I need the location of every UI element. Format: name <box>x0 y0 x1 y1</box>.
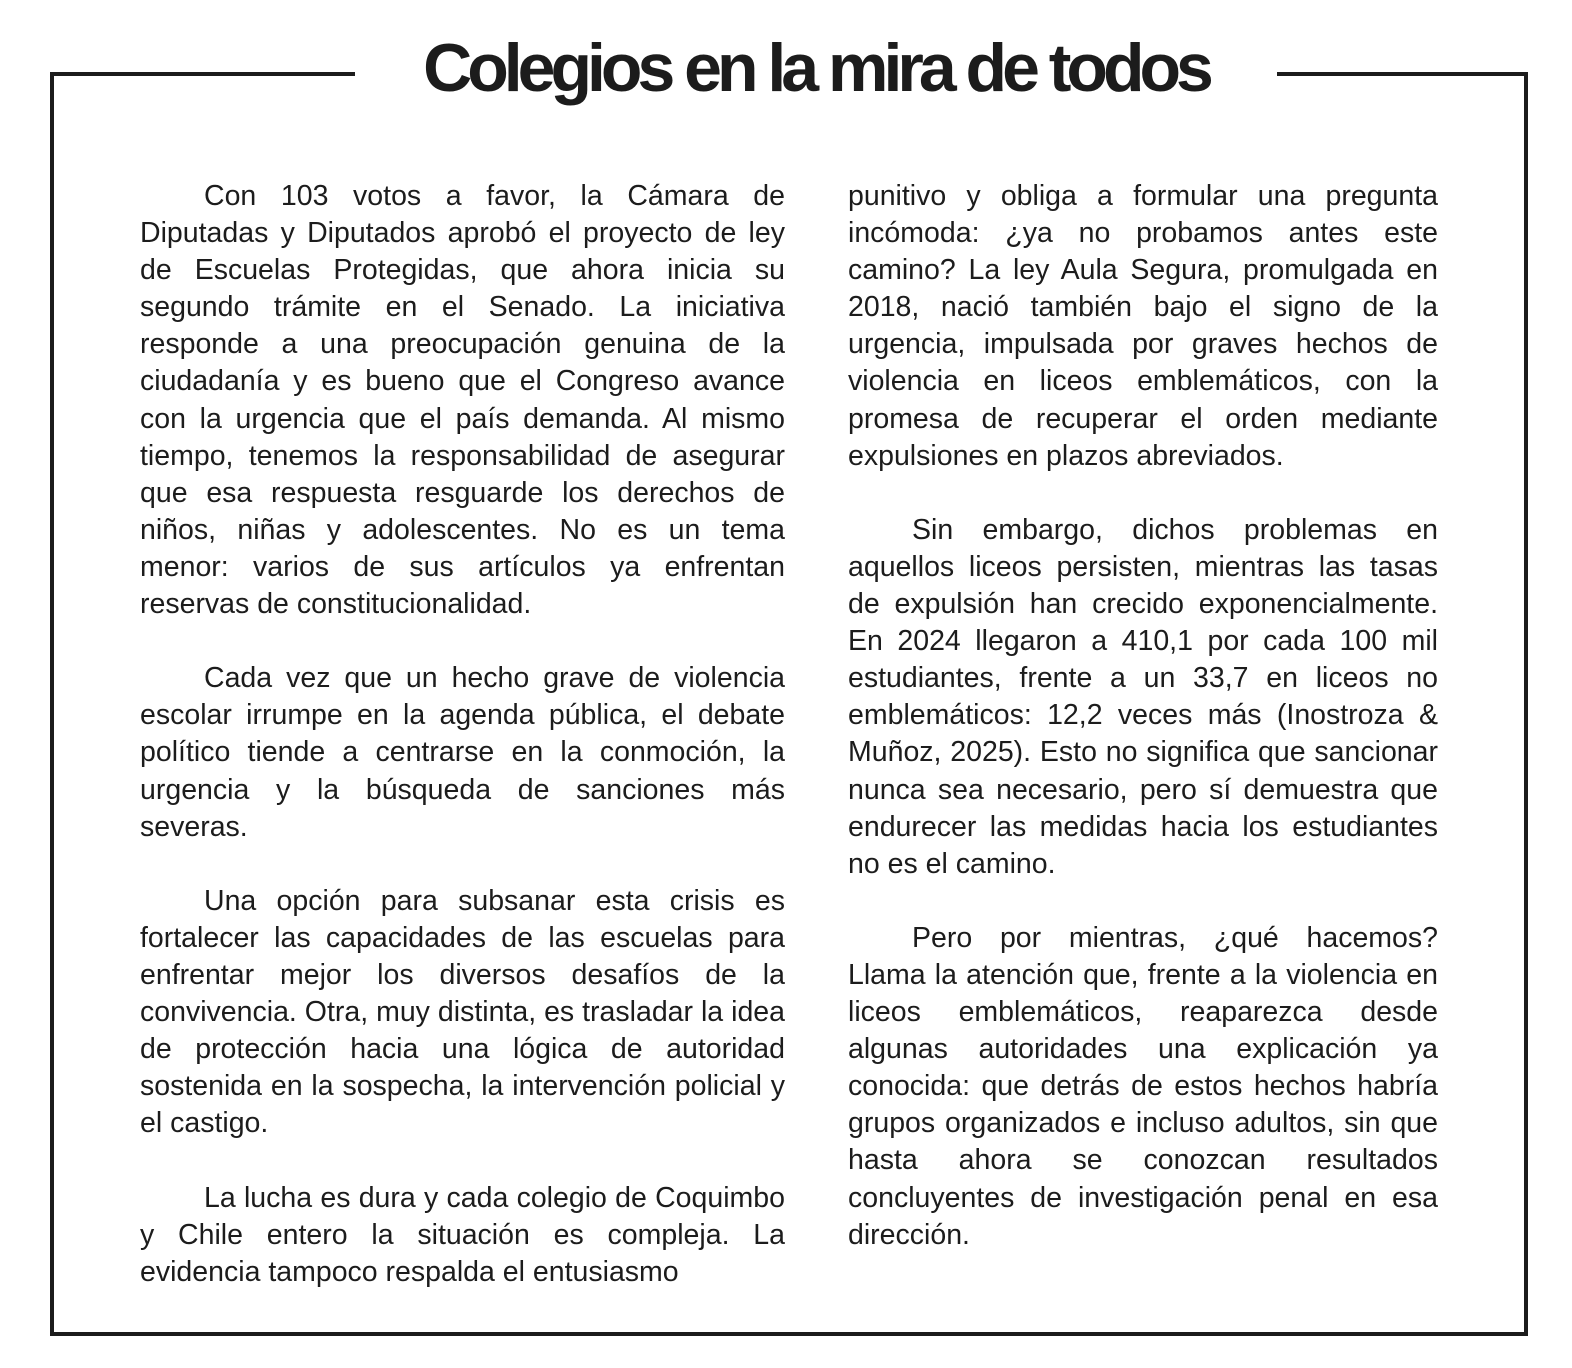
paragraph-1: Con 103 votos a favor, la Cámara de Diputadas y Diputados aprobó el proyecto de ley de Escuelas Protegidas, que ahora inicia su segundo trámite en el Senado. La iniciativa responde a una preocupación genuina de la ciudadanía y es bueno que el Congreso avance con la urgencia que el país demanda. Al mismo tiempo, tenemos la responsabilidad de asegurar que esa respuesta resguarde los derechos de niños, niñas y adolescentes. No es un tema menor: varios de sus artículos ya enfrentan reservas de constitucionalidad. <box>140 180 785 621</box>
right-column <box>848 178 1438 1291</box>
left-column <box>140 178 785 1328</box>
paragraph-2: Cada vez que un hecho grave de violencia escolar irrumpe en la agenda pública, el debate político tiende a centrarse en la conmoción, la urgencia y la búsqueda de sanciones más severas. <box>140 662 785 843</box>
paragraph-4: La lucha es dura y cada colegio de Coquimbo y Chile entero la situación es compleja. La evidencia tampoco respalda el entusiasmo <box>140 1181 785 1288</box>
article-title: Colegios en la mira de todos <box>423 30 1209 106</box>
paragraph-5: punitivo y obliga a formular una pregunta incómoda: ¿ya no probamos antes este camino? La ley Aula Segura, promulgada en 2018, nació también bajo el signo de la urgencia, impulsada por graves hechos de violencia en liceos emblemáticos, con la promesa de recuperar el orden mediante expulsiones en plazos abreviados. <box>848 180 1438 472</box>
paragraph-7: Pero por mientras, ¿qué hacemos? Llama la atención que, frente a la violencia en liceos emblemáticos, reaparezca desde algunas autoridades una explicación ya conocida: que detrás de estos hechos habría grupos organizados e incluso adultos, sin que hasta ahora se conozcan resultados concluyentes de investigación penal en esa dirección. <box>848 921 1438 1251</box>
paragraph-6: Sin embargo, dichos problemas en aquellos liceos persisten, mientras las tasas de expulsión han crecido exponencialmente. En 2024 llegaron a 410,1 por cada 100 mil estudiantes, frente a un 33,7 en liceos no emblemáticos: 12,2 veces más (Inostroza & Muñoz, 2025). Esto no significa que sancionar nunca sea necesario, pero sí demuestra que endurecer las medidas hacia los estudiantes no es el camino. <box>848 513 1438 880</box>
paragraph-3: Una opción para subsanar esta crisis es fortalecer las capacidades de las escuelas para enfrentar mejor los diversos desafíos de la convivencia. Otra, muy distinta, es trasladar la idea de protección hacia una lógica de autoridad sostenida en la sospecha, la intervención policial y el castigo. <box>140 884 785 1140</box>
